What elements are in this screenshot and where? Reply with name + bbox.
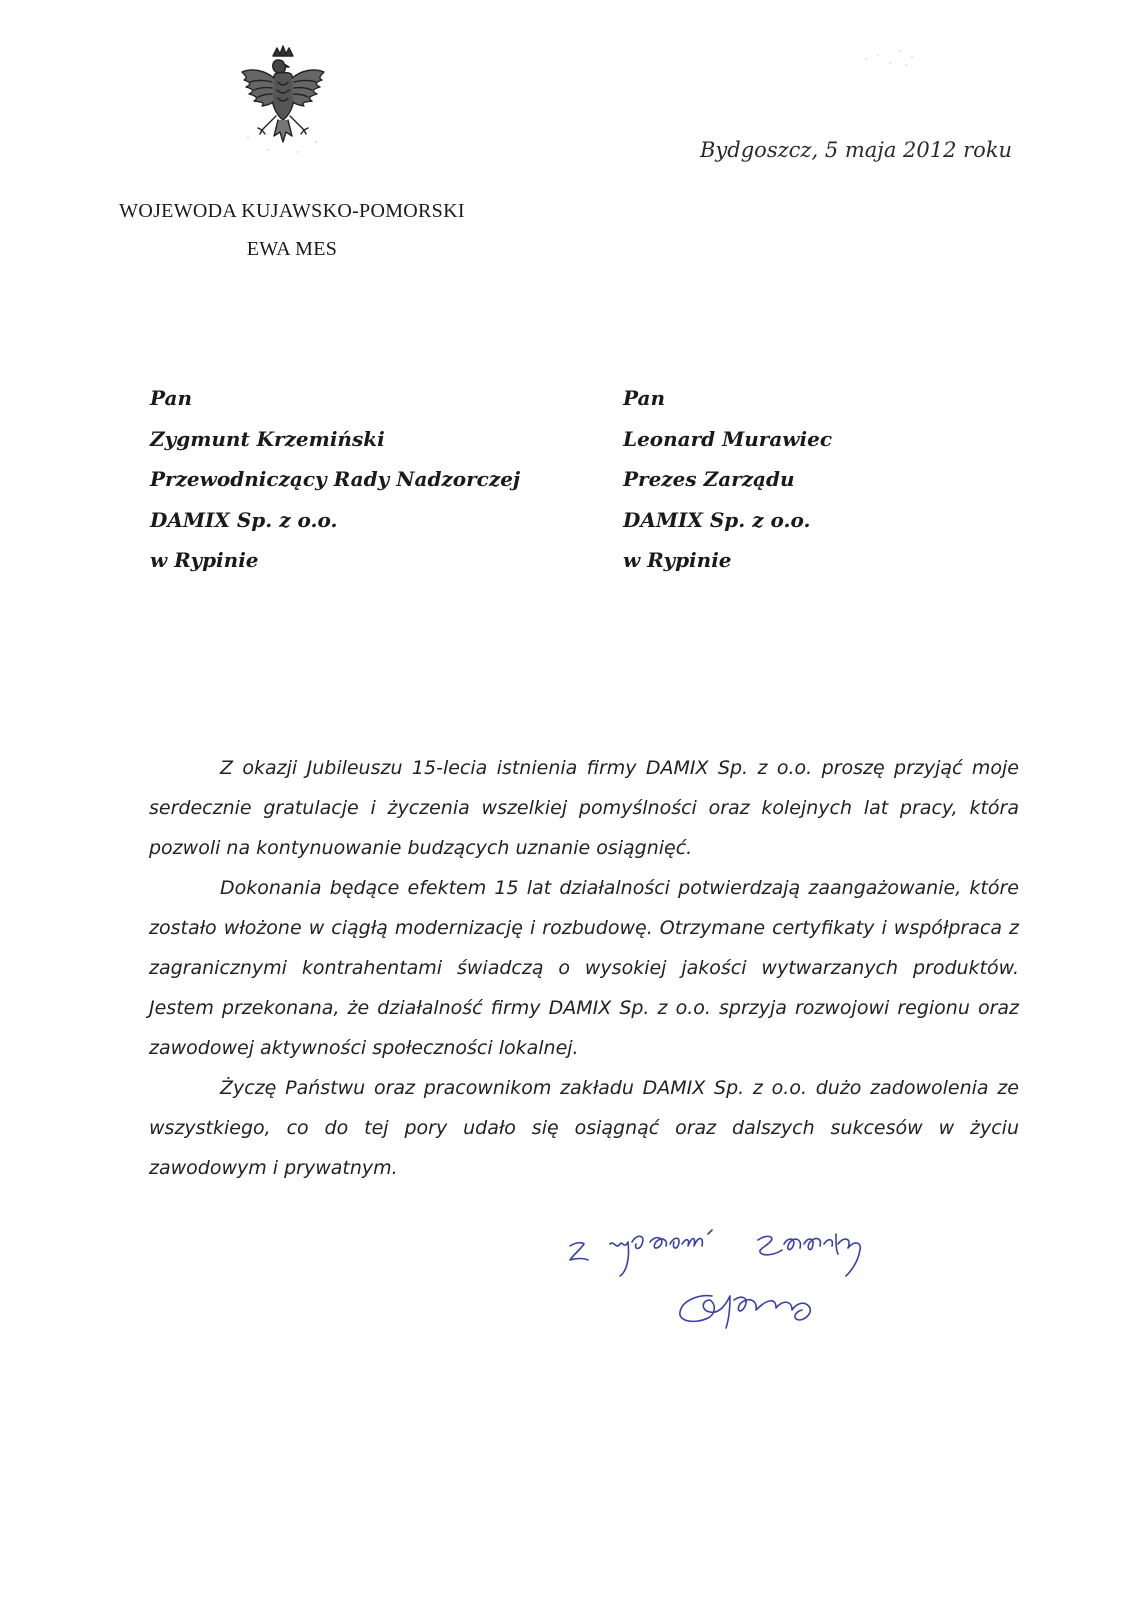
body-paragraph: Z okazji Jubileuszu 15-lecia istnienia firmy DAMIX Sp. z o.o. proszę przyjąć moje serdecznie gratulacje i życzenia wszelkiej pomyślności oraz kolejnych lat pracy, która pozwoli na kontynuowanie budzących uznanie osiągnięć. <box>149 757 1019 859</box>
recipient-company: DAMIX Sp. z o.o. <box>623 507 811 532</box>
recipient-position: Prezes Zarządu <box>623 467 795 491</box>
body-paragraph: Życzę Państwu oraz pracownikom zakładu DAMIX Sp. z o.o. dużo zadowolenia ze wszystkiego, co do tej pory udało się osiągnąć oraz dalszych sukcesów w życiu zawodowym i prywatnym. <box>149 1077 1019 1179</box>
polish-eagle-emblem-icon <box>228 42 338 162</box>
recipient-salutation: Pan <box>623 386 666 410</box>
recipient-salutation: Pan <box>150 386 193 410</box>
recipient-location: w Rypinie <box>150 548 259 572</box>
sender-title: WOJEWODA KUJAWSKO-POMORSKI <box>119 200 465 222</box>
sender-name: EWA MES <box>246 238 338 260</box>
scan-specks <box>860 45 920 75</box>
letter-body <box>149 748 1019 1188</box>
recipient-block-1 <box>150 378 520 581</box>
handwritten-signature-icon <box>570 1220 990 1370</box>
letter-date: Bydgoszcz, 5 maja 2012 roku <box>700 138 1013 162</box>
recipient-position: Przewodniczący Rady Nadzorczej <box>150 467 521 491</box>
recipient-company: DAMIX Sp. z o.o. <box>150 507 338 532</box>
recipient-block-2 <box>623 378 832 581</box>
sender-block <box>97 192 487 268</box>
recipient-name: Leonard Murawiec <box>623 426 833 451</box>
recipient-name: Zygmunt Krzemiński <box>150 426 385 451</box>
body-paragraph: Dokonania będące efektem 15 lat działalności potwierdzają zaangażowanie, które zostało włożone w ciągłą modernizację i rozbudowę. Otrzymane certyfikaty i współpraca z zagranicznymi kontrahentami świadczą o wysokiej jakości wytwarzanych produktów. Jestem przekonana, że działalność firmy DAMIX Sp. z o.o. sprzyja rozwojowi regionu oraz zawodowej aktywności społeczności lokalnej. <box>149 877 1019 1059</box>
recipient-location: w Rypinie <box>623 548 732 572</box>
